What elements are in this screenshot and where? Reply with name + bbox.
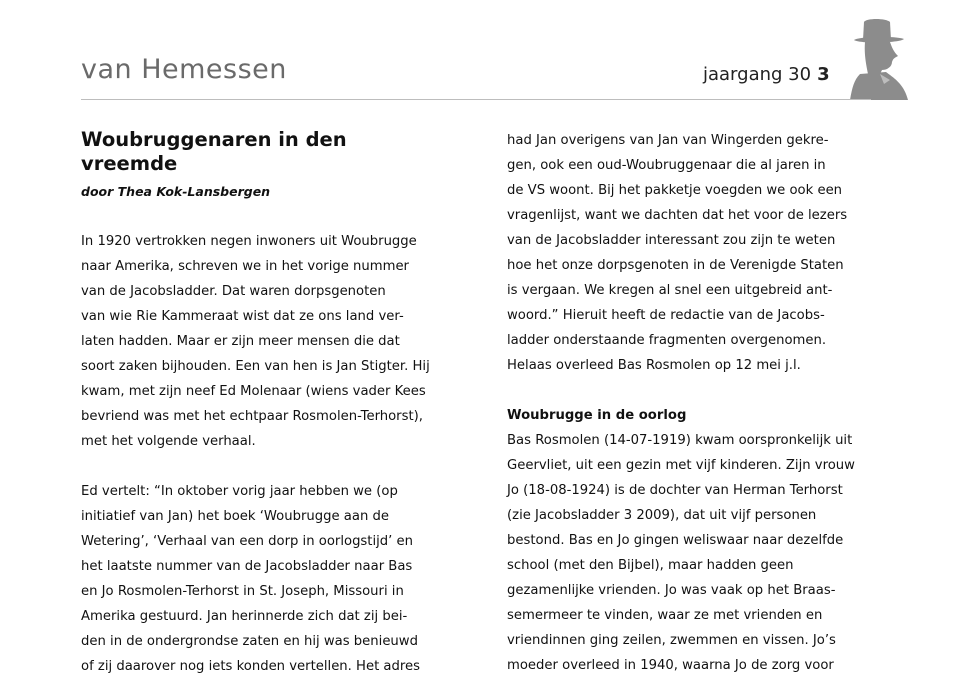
header-divider [81, 99, 871, 100]
paragraph-intro: In 1920 vertrokken negen inwoners uit Woubrugge naar Amerika, schreven we in het vorige nummer van de Jacobsladder. Dat waren dorpsgenoten van wie Rie Kammeraat wist dat ze ons land ver- laten hadden. Maar er zijn meer mensen die dat soort zaken bijhouden. Een van hen is Jan Stigter. Hij kwam, met zijn neef Ed Molenaar (wiens vader Kees bevriend was met het echtpaar Rosmolen-Terhorst), met het volgende verhaal. [81, 234, 430, 449]
spacer [81, 454, 476, 479]
paragraph-ed-vertelt: Ed vertelt: “In oktober vorig jaar hebben we (op initiatief van Jan) het boek ‘Woubrugge aan de Wetering’, ‘Verhaal van een dorp in oorlogstijd’ en het laatste nummer van de Jacobsladder naar Bas en Jo Rosmolen-Terhorst in St. Joseph, Missouri in Amerika gestuurd. Jan herinnerde zich dat zij bei- den in de ondergrondse zaten en hij was benieuwd of zij daarover nog iets konden vertellen. Het adres [81, 484, 421, 674]
man-with-hat-silhouette-icon [850, 18, 912, 100]
spacer [81, 204, 476, 229]
issue-label: jaargang 30 [703, 64, 812, 85]
magazine-title: van Hemessen [81, 54, 287, 85]
paragraph-bas-rosmolen: Bas Rosmolen (14-07-1919) kwam oorspronkelijk uit Geervliet, uit een gezin met vijf kinderen. Zijn vrouw Jo (18-08-1924) is de dochter van Herman Terhorst (zie Jacobsladder 3 2009), dat uit vijf personen bestond. Bas en Jo gingen weliswaar naar dezelfde school (met den Bijbel), maar hadden geen gezamenlijke vrienden. Jo was vaak op het Braas- semermeer te vinden, waar ze met vrienden en vriendinnen ging zeilen, zwemmen en vissen. Jo’s moeder overleed in 1940, waarna Jo de zorg voor [507, 433, 855, 673]
right-column [507, 128, 902, 678]
paragraph-continuation: had Jan overigens van Jan van Wingerden gekre- gen, ook een oud-Woubruggenaar die al jaren in de VS woont. Bij het pakketje voegden we ook een vragenlijst, want we dachten dat het voor de lezers van de Jacobsladder interessant zou zijn te weten hoe het onze dorpsgenoten in de Verenigde Staten is vergaan. We kregen al snel een uitgebreid ant- woord.” Hieruit heeft de redactie van de Jacobs- ladder onderstaande fragmenten overgenomen. Helaas overleed Bas Rosmolen op 12 mei j.l. [507, 133, 848, 373]
article-title: Woubruggenaren in den vreemde [81, 128, 347, 175]
issue-info [703, 64, 830, 85]
spacer [507, 378, 902, 403]
article-byline: door Thea Kok-Lansbergen [81, 184, 271, 199]
page-number: 3 [817, 64, 830, 85]
section-subheading: Woubrugge in de oorlog [507, 408, 687, 423]
left-column [81, 128, 476, 679]
